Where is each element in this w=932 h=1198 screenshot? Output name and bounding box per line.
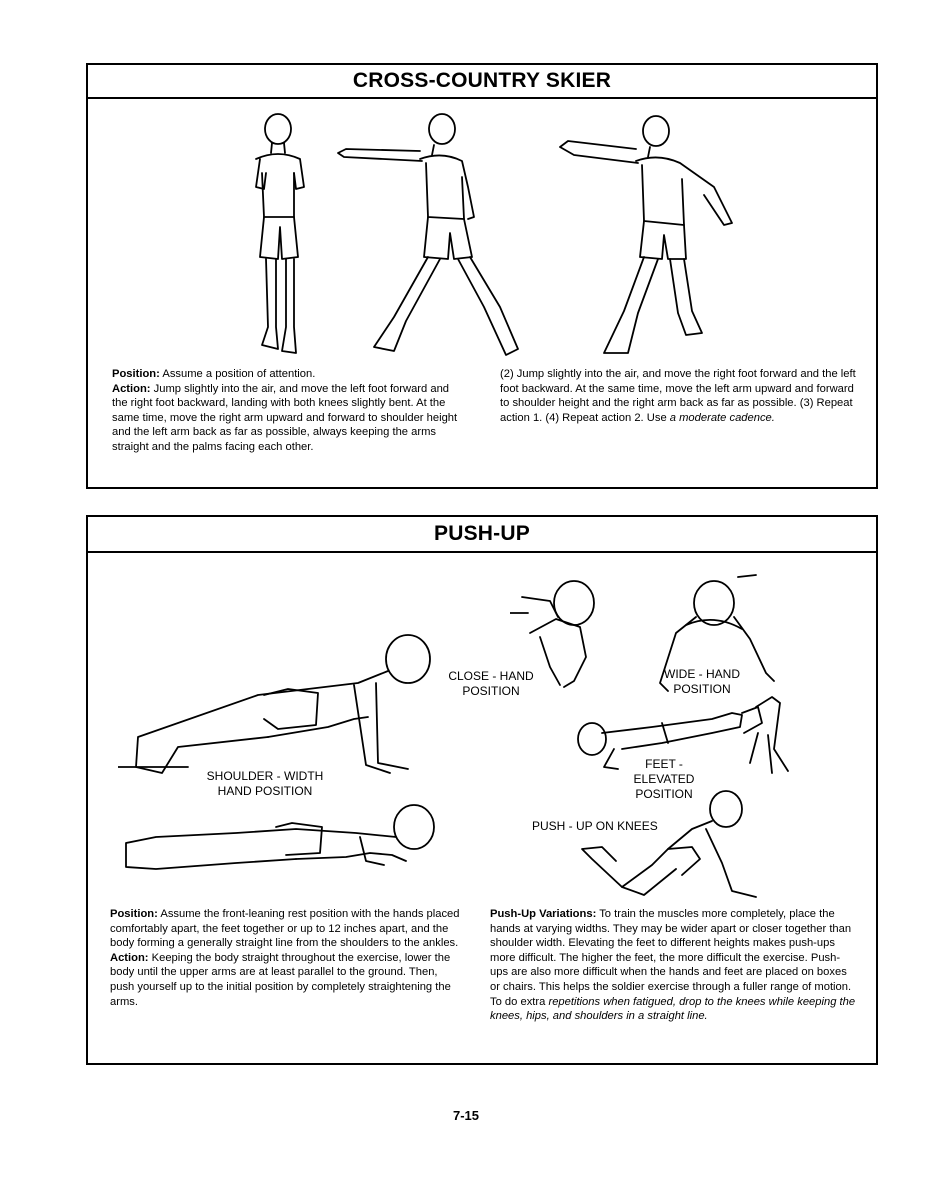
pushup-position-label: Position: bbox=[110, 908, 158, 920]
skier-text-left bbox=[112, 367, 466, 455]
pushup-title: PUSH-UP bbox=[88, 517, 876, 553]
skier-action-text-2: (2) Jump slightly into the air, and move the right foot forward and the left foot backward. At the same time, move the left arm upward and forward to shoulder height and the right arm back as far as possible. (3) Repeat action 1. (4) Repeat action 2. Use bbox=[500, 368, 856, 424]
pushup-figure-shoulder-width bbox=[118, 627, 458, 777]
skier-figure-stride-left bbox=[334, 107, 524, 367]
pushup-figure-on-knees bbox=[572, 789, 782, 899]
caption-on-knees: PUSH - UP ON KNEES bbox=[532, 819, 658, 833]
pushup-variations-label: Push-Up Variations: bbox=[490, 908, 597, 920]
pushup-text-right bbox=[490, 907, 858, 1024]
cross-country-skier-panel bbox=[86, 63, 878, 489]
pushup-action-text: Keeping the body straight throughout the exercise, lower the body until the upper arms are at least parallel to the ground. Then, push yourself up to the initial position by completely straightening the arms. bbox=[110, 951, 451, 1008]
caption-close-hand: CLOSE - HAND POSITION bbox=[448, 669, 534, 698]
skier-action-text-1: Jump slightly into the air, and move the left foot forward and the right foot backward, landing with both knees slightly bent. At the same time, move the right arm upward and forward to shoulder height and the left arm back as far as possible, always keeping the arms straight and the palms facing each other. bbox=[112, 382, 458, 453]
skier-position-text: Assume a position of attention. bbox=[162, 368, 316, 380]
pushup-action-label: Action: bbox=[110, 951, 149, 964]
pushup-variations-text-end: repetitions when fatigued, drop to the knees while keeping the knees, hips, and shoulders in a straight line. bbox=[490, 995, 856, 1023]
pushup-figure-lowered bbox=[116, 797, 456, 877]
pushup-text-left bbox=[110, 907, 464, 1009]
skier-action-text-2-end: a moderate cadence. bbox=[669, 411, 775, 424]
push-up-panel bbox=[86, 515, 878, 1065]
pushup-figure-wide-hand bbox=[646, 573, 776, 703]
skier-position-label: Position: bbox=[112, 368, 160, 380]
pushup-figure-close-hand bbox=[510, 577, 610, 697]
skier-title: CROSS-COUNTRY SKIER bbox=[88, 65, 876, 99]
caption-feet-elevated: FEET - ELEVATED POSITION bbox=[633, 757, 695, 801]
caption-shoulder-width: SHOULDER - WIDTH HAND POSITION bbox=[206, 769, 324, 798]
caption-wide-hand: WIDE - HAND POSITION bbox=[664, 667, 740, 696]
pushup-position-text: Assume the front-leaning rest position with the hands placed comfortably apart, the feet together or up to 12 inches apart, and the body forming a generally straight line from the shoulders to the ankles. bbox=[110, 908, 460, 950]
page-number: 7-15 bbox=[452, 1108, 480, 1123]
pushup-variations-text: To train the muscles more completely, place the hands at varying widths. They may be wider apart or closer together than shoulder width. Elevating the feet to different heights makes push-ups more difficult. The higher the feet, the more difficult the exercise. Push-ups are also more difficult when the hands and feet are placed on boxes or chairs. This helps the soldier exercise through a fuller range of motion. To do extra bbox=[490, 908, 852, 1008]
skier-action-label: Action: bbox=[112, 382, 151, 395]
skier-figure-attention bbox=[238, 107, 318, 367]
skier-text-right bbox=[500, 367, 856, 425]
skier-figure-stride-right bbox=[554, 107, 754, 367]
